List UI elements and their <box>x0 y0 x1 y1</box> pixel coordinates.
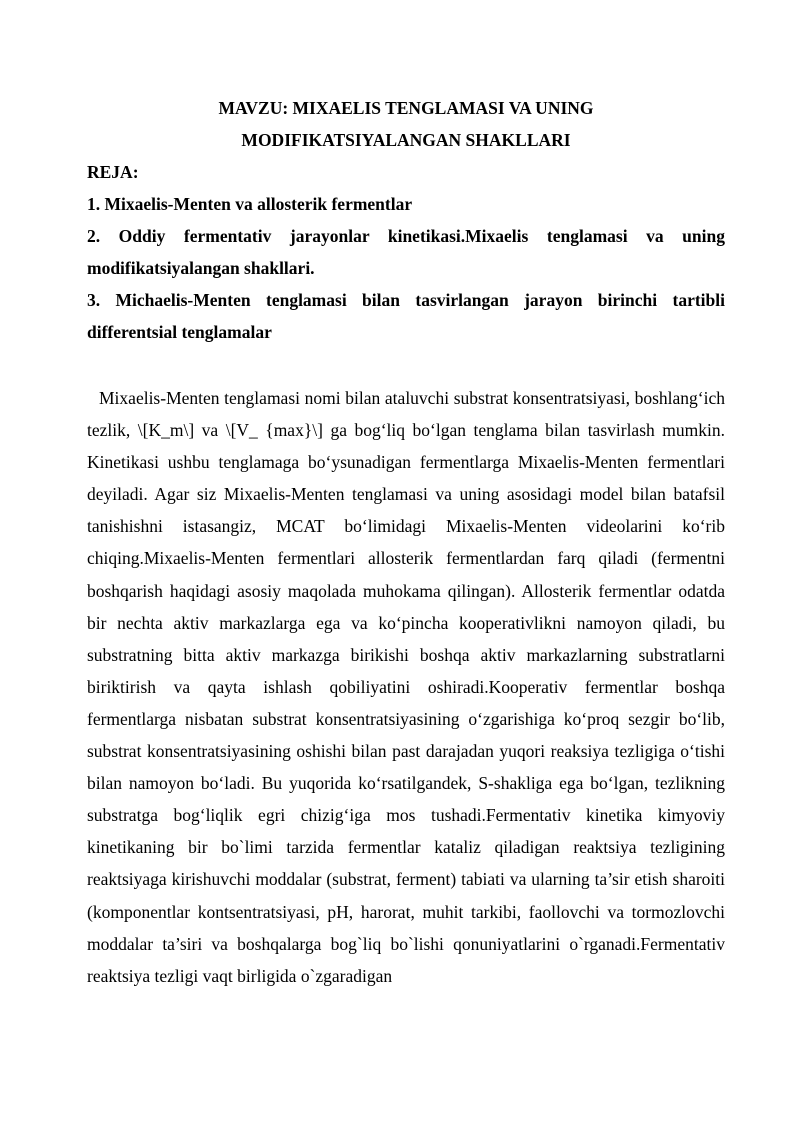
document-title <box>87 92 725 156</box>
body-paragraph: Mixaelis-Menten tenglamasi nomi bilan ataluvchi substrat konsentratsiyasi, boshlang‘ich tezlik, \[K_m\] va \[V_ {max}\] ga bog‘liq bo‘lgan tenglama bilan tasvirlash mumkin. Kinetikasi ushbu tenglamaga bo‘ysunadigan fermentlarga Mixaelis-Menten fermentlari deyiladi. Agar siz Mixaelis-Menten tenglamasi va uning asosidagi model bilan batafsil tanishishni istasangiz, MCAT bo‘limidagi Mixaelis-Menten videolarini ko‘rib chiqing.Mixaelis-Menten fermentlari allosterik fermentlardan farq qiladi (fermentni boshqarish haqidagi asosiy maqolada muhokama qilingan). Allosterik fermentlar odatda bir nechta aktiv markazlarga ega va ko‘pincha kooperativlikni namoyon qiladi, bu substratning bitta aktiv markazga birikishi boshqa aktiv markazlarning substratlarni biriktirish va qayta ishlash qobiliyatini oshiradi.Kooperativ fermentlar boshqa fermentlarga nisbatan substrat konsentratsiyasining o‘zgarishiga ko‘proq sezgir bo‘lib, substrat konsentratsiyasining oshishi bilan past darajadan yuqori reaksiya tezligiga o‘tishi bilan namoyon bo‘ladi. Bu yuqorida ko‘rsatilgandek, S-shakliga ega bo‘lgan, tezlikning substratga bog‘liqlik egri chizig‘iga mos tushadi.Fermentativ kinetika kimyoviy kinetikaning bir bo`limi tarzida fermentlar kataliz qiladigan reaktsiya tezligining reaktsiyaga kirishuvchi moddalar (substrat, ferment) tabiati va ularning ta’sir etish sharoiti (komponentlar kontsentratsiyasi, pH, harorat, muhit tarkibi, faollovchi va tormozlovchi moddalar ta’siri va boshqalarga bog`liq bo`lishi qonuniyatlarini o`rganadi.Fermentativ reaktsiya tezligi vaqt birligida o`zgaradigan <box>87 388 725 986</box>
plan-item-3: 3. Michaelis-Menten tenglamasi bilan tasvirlangan jarayon birinchi tartibli differentsial tenglamalar <box>87 290 725 342</box>
plan-item-2: 2. Oddiy fermentativ jarayonlar kinetikasi.Mixaelis tenglamasi va uning modifikatsiyalangan shakllari. <box>87 226 725 278</box>
plan-item-1: 1. Mixaelis-Menten va allosterik fermentlar <box>87 194 413 214</box>
title-line-2: MODIFIKATSIYALANGAN SHAKLLARI <box>241 130 571 150</box>
document-page <box>87 92 725 992</box>
title-line-1: MAVZU: MIXAELIS TENGLAMASI VA UNING <box>218 98 594 118</box>
plan-heading: REJA: <box>87 162 139 182</box>
section-spacer <box>87 348 725 382</box>
